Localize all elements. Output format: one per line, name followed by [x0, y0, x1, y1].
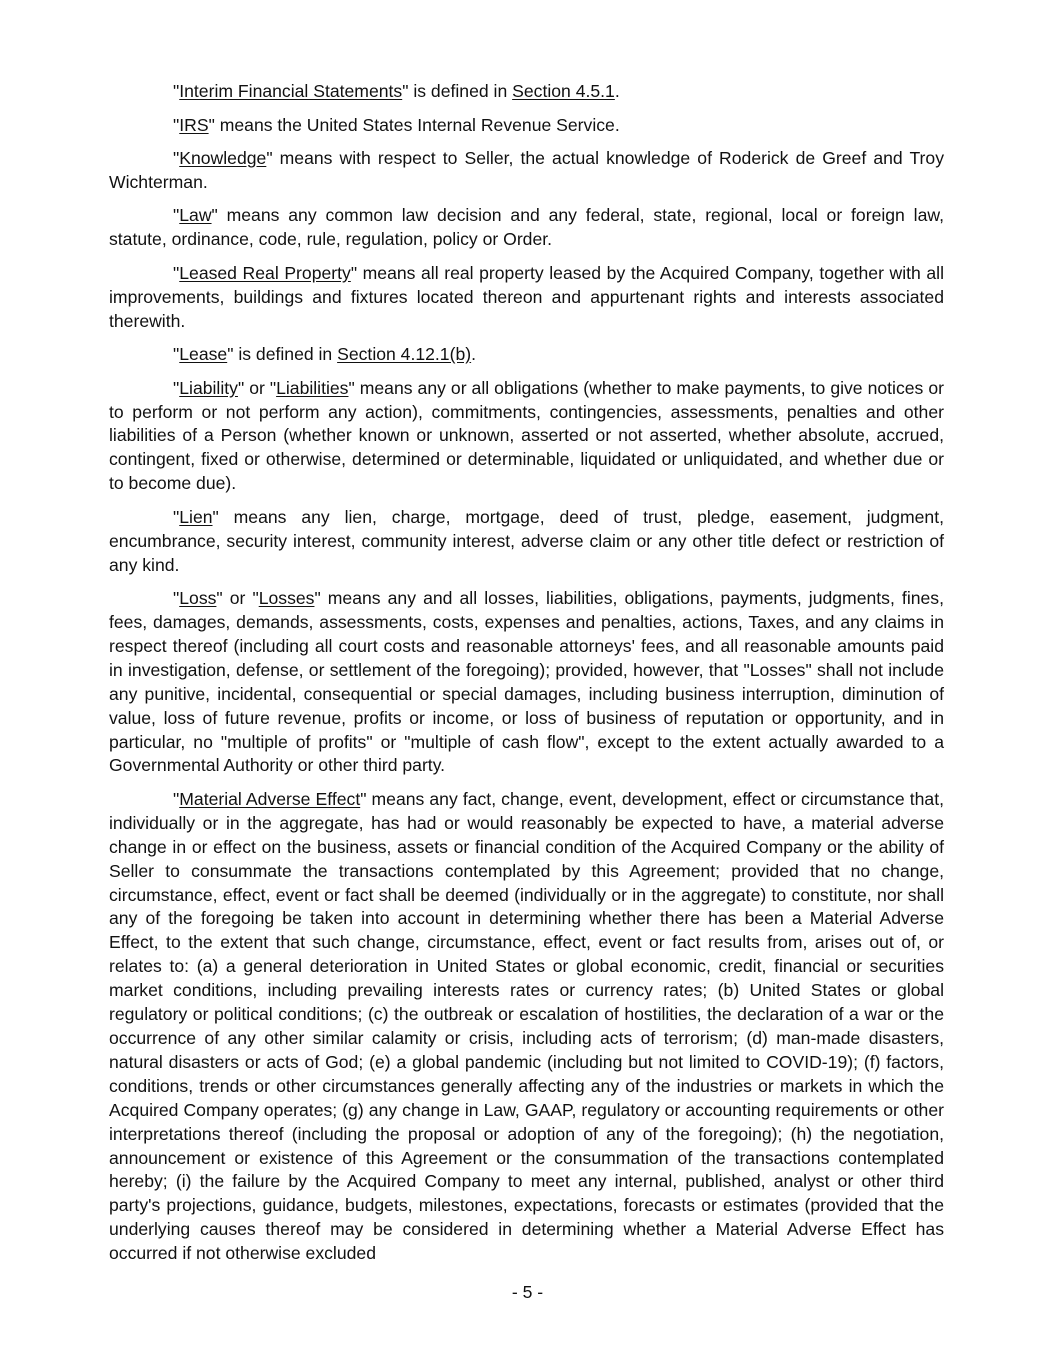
- definition-text: ": [173, 81, 180, 101]
- definition-text: " or ": [237, 377, 277, 398]
- definition-text: ": [173, 114, 180, 135]
- definition-text: " is defined in: [227, 344, 338, 365]
- definition-text: " or ": [216, 588, 259, 609]
- defined-term-reference: Liability: [179, 377, 238, 398]
- document-body: [109, 80, 944, 1276]
- definition-paragraph: [109, 114, 944, 138]
- defined-term-reference: IRS: [179, 114, 209, 135]
- definition-text: ": [173, 506, 180, 527]
- definition-text: ": [173, 205, 180, 226]
- definition-text: ": [173, 344, 180, 365]
- defined-term-reference: Leased Real Property: [179, 262, 351, 283]
- definition-paragraph: [109, 788, 944, 1266]
- defined-term-reference: Liabilities: [276, 377, 349, 398]
- definition-text: " means all real property leased by the Acquired Company, together with all improvements, buildings and fixtures located thereon and appurtenant rights and interests associated therewith.: [109, 262, 944, 331]
- definition-text: " means with respect to Seller, the actual knowledge of Roderick de Greef and Troy Wichterman.: [109, 148, 944, 192]
- defined-term-reference: Section 4.12.1(b): [337, 344, 472, 365]
- definition-text: ": [173, 788, 180, 809]
- definition-text: " means any lien, charge, mortgage, deed of trust, pledge, easement, judgment, encumbrance, security interest, community interest, adverse claim or any other title defect or restriction of any kind.: [109, 506, 944, 575]
- definition-paragraph: [109, 80, 944, 104]
- definition-text: " means any and all losses, liabilities, obligations, payments, judgments, fines, fees, damages, demands, assessments, costs, expenses and penalties, actions, Taxes, and any claims in respect thereof (including all court costs and reasonable attorneys' fees, and all reasonable amounts paid in investigation, defense, or settlement of the foregoing); provided, however, that "Losses" shall not include any punitive, incidental, consequential or special damages, including business interruption, diminution of value, loss of future revenue, profits or income, or loss of business of reputation or opportunity, and in particular, no "multiple of profits" or "multiple of cash flow", except to the extent actually awarded to a Governmental Authority or other third party.: [109, 588, 944, 776]
- definition-text: ": [173, 262, 180, 283]
- definition-text: ": [173, 377, 180, 398]
- definition-text: " means any common law decision and any federal, state, regional, local or foreign law, statute, ordinance, code, rule, regulation, policy or Order.: [109, 205, 944, 250]
- defined-term-reference: Lien: [179, 506, 213, 527]
- defined-term-reference: Loss: [179, 588, 217, 609]
- defined-term-reference: Material Adverse Effect: [179, 788, 361, 809]
- definition-text: .: [471, 344, 476, 365]
- defined-term-reference: Section 4.5.1: [512, 81, 615, 101]
- definition-text: .: [614, 81, 620, 101]
- defined-term-reference: Knowledge: [179, 148, 267, 168]
- defined-term-reference: Interim Financial Statements: [179, 81, 403, 101]
- definition-paragraph: [109, 343, 944, 367]
- definition-paragraph: [109, 587, 944, 778]
- defined-term-reference: Losses: [258, 588, 315, 609]
- definition-text: " means the United States Internal Revenue Service.: [208, 114, 620, 135]
- definition-text: ": [173, 588, 180, 609]
- definition-text: " means any or all obligations (whether to make payments, to give notices or to perform or not perform any action), commitments, contingencies, assessments, penalties and other liabilities of a Person (whether known or unknown, asserted or not asserted, whether absolute, accrued, contingent, fixed or otherwise, determined or determinable, liquidated or unliquidated, and whether due or to become due).: [109, 377, 944, 494]
- page-number: - 5 -: [511, 1282, 544, 1302]
- definition-text: " means any fact, change, event, development, effect or circumstance that, individually or in the aggregate, has had or would reasonably be expected to have, a material adverse change in or effect on the business, assets or financial condition of the Acquired Company or the ability of Seller to consummate the transactions contemplated by this Agreement; provided that no change, circumstance, effect, event or fact shall be deemed (individually or in the aggregate) to constitute, nor shall any of the foregoing be taken into account in determining whether there has been a Material Adverse Effect, to the extent that such change, circumstance, effect, event or fact results from, arises out of, or relates to: (a) a general deterioration in United States or global economic, credit, financial or securities market conditions, including prevailing interests rates or currency rates; (b) United States or global regulatory or political conditions; (c) the outbreak or escalation of hostilities, the declaration of a war or the occurrence of any other similar calamity or crisis, including acts of terrorism; (d) man-made disasters, natural disasters or acts of God; (e) a global pandemic (including but not limited to COVID-19); (f) factors, conditions, trends or other circumstances generally affecting any of the industries or markets in which the Acquired Company operates; (g) any change in Law, GAAP, regulatory or accounting requirements or other interpretations thereof (including the proposal or adoption of any of the foregoing); (h) the negotiation, announcement or existence of this Agreement or the consummation of the transactions contemplated hereby; (i) the failure by the Acquired Company to meet any internal, published, analyst or other third party's projections, guidance, budgets, milestones, expectations, forecasts or estimates (provided that the underlying causes thereof may be considered in determining whether a Material Adverse Effect has occurred if not otherwise excluded: [109, 788, 944, 1264]
- definition-paragraph: [109, 262, 944, 334]
- definition-text: " is defined in: [402, 81, 513, 101]
- definition-paragraph: [109, 377, 944, 497]
- defined-term-reference: Lease: [179, 344, 228, 365]
- defined-term-reference: Law: [179, 205, 212, 226]
- definition-paragraph: [109, 506, 944, 578]
- definition-paragraph: [109, 147, 944, 195]
- definition-text: ": [173, 148, 180, 168]
- definition-paragraph: [109, 204, 944, 252]
